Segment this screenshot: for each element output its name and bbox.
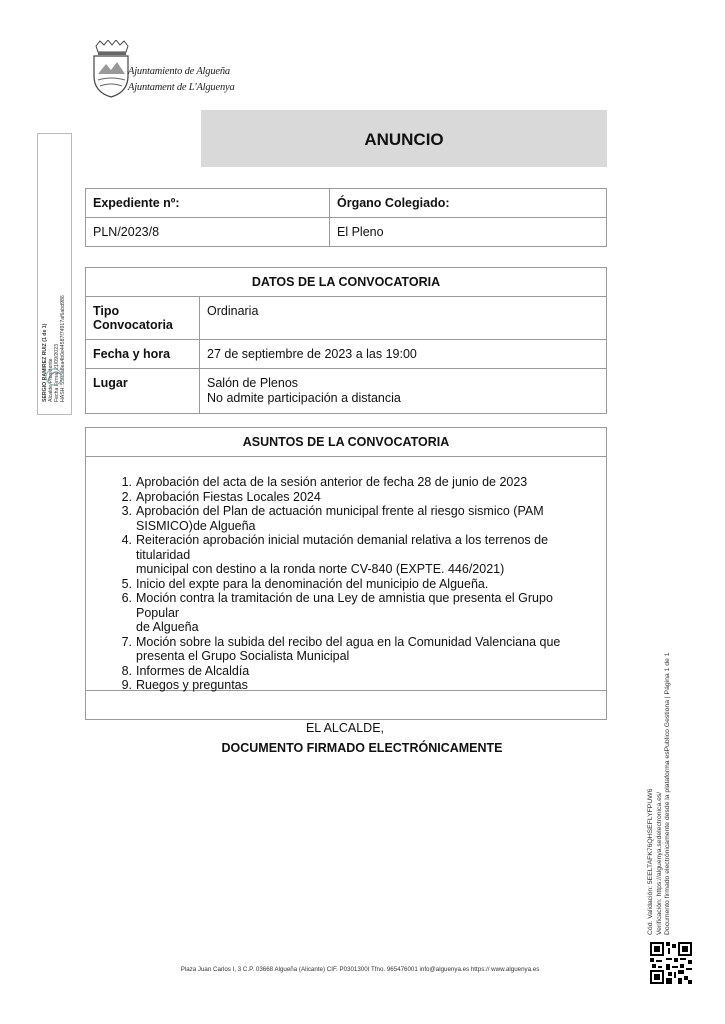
- asuntos-box: [85, 427, 607, 720]
- organo-value: El Pleno: [337, 225, 384, 239]
- verification-url: Verificación: https://alguenya.sedelectronica.es/: [655, 791, 663, 935]
- title-band: [201, 110, 607, 167]
- agenda-item-text: Aprobación del acta de la sesión anterior de fecha 28 de junio de 2023: [136, 475, 528, 489]
- stamp-hash: HASH: 5583a8ea4b0e44587f74917af6abd986: [60, 295, 66, 402]
- agenda-list: [86, 456, 606, 691]
- datos-convocatoria-table: [85, 267, 607, 414]
- agenda-item-number: 6.: [121, 591, 132, 605]
- agenda-item-text: municipal con destino a la ronda norte CV-840 (EXPTE. 446/2021): [136, 562, 505, 576]
- agenda-item-number: 3.: [121, 504, 132, 518]
- agenda-item-text: Inicio del expte para la denominación del municipio de Algueña.: [136, 576, 489, 591]
- agenda-item-text: Reiteración aprobación inicial mutación demanial relativa a los terrenos de titularidad: [136, 533, 549, 562]
- asuntos-header: ASUNTOS DE LA CONVOCATORIA: [86, 428, 606, 457]
- agenda-item-number: 1.: [121, 475, 132, 489]
- agenda-item: [121, 591, 596, 635]
- agenda-item: [121, 576, 596, 592]
- agenda-item: [121, 489, 596, 505]
- verification-text: [647, 625, 673, 935]
- stamp-text: [42, 138, 66, 402]
- agenda-item: [121, 504, 596, 533]
- agenda-item-text: Informes de Alcaldía: [136, 663, 250, 678]
- signed-notice: DOCUMENTO FIRMADO ELECTRÓNICAMENTE: [221, 741, 503, 755]
- fecha-value: 27 de septiembre de 2023 a las 19:00: [207, 347, 417, 361]
- agenda-item-number: 5.: [121, 576, 132, 591]
- agenda-item-text: presenta el Grupo Socialista Municipal: [136, 649, 350, 663]
- signature-stamp: [37, 133, 72, 415]
- tipo-label: Tipo Convocatoria: [93, 304, 173, 332]
- stamp-role: Alcalde-Presidente: [48, 358, 54, 402]
- footer-address: Plaza Juan Carlos I, 3 C.P. 03668 Algueña (Alicante) CIF. P0301300I Tfno. 965476001 info@alguenya.es https:// www.alguenya.es: [180, 966, 540, 973]
- agenda-item-number: 7.: [121, 634, 132, 649]
- agenda-item: [121, 533, 596, 577]
- municipality-name-es: Ajuntamiento de Algueña: [128, 66, 230, 77]
- agenda-item-number: 9.: [121, 678, 132, 692]
- verification-code: Cód. Validación: 5EELTAFK76QHSEFLYFPUW6: [647, 788, 654, 935]
- agenda-item-text: Moción contra la tramitación de una Ley de amnistia que presenta el Grupo Popular: [136, 591, 553, 620]
- agenda-item: [121, 663, 596, 679]
- agenda-item-text: Moción sobre la subida del recibo del agua en la Comunidad Valenciana que: [136, 634, 561, 649]
- expediente-table: [85, 188, 607, 247]
- lugar-label: Lugar: [93, 376, 128, 390]
- agenda-item-number: 8.: [121, 663, 132, 678]
- stamp-signer: SERGIO RAMIREZ RUIZ (1 de 1): [42, 323, 48, 402]
- agenda-item-text: Ruegos y preguntas: [136, 678, 248, 692]
- expediente-value: PLN/2023/8: [93, 225, 160, 239]
- blank-row: [86, 690, 606, 718]
- agenda-item-text: de Algueña: [136, 620, 199, 634]
- alcalde-label: EL ALCALDE,: [305, 721, 385, 735]
- stamp-date: Fecha Firma: 21/09/2023: [54, 344, 60, 402]
- expediente-label: Expediente nº:: [93, 196, 180, 210]
- agenda-item-text: Aprobación del Plan de actuación municipal frente al riesgo sismico (PAM: [136, 504, 544, 518]
- agenda-item: [121, 634, 596, 664]
- agenda-item-number: 2.: [121, 489, 132, 504]
- verification-platform: Documento firmado electrónicamente desde la plataforma esPublico Gestiona | Página 1 de 1: [664, 652, 671, 935]
- fecha-label: Fecha y hora: [93, 347, 171, 361]
- qr-code-icon: [650, 942, 692, 984]
- agenda-item-text: SISMICO)de Algueña: [136, 518, 256, 533]
- agenda-item-number: 4.: [121, 533, 132, 547]
- datos-header: DATOS DE LA CONVOCATORIA: [251, 275, 441, 289]
- lugar-value: Salón de Plenos: [207, 376, 299, 390]
- coat-of-arms-icon: [90, 40, 132, 98]
- page-title: ANUNCIO: [364, 130, 444, 149]
- organo-label: Órgano Colegiado:: [337, 196, 450, 210]
- lugar-note: No admite participación a distancia: [207, 391, 401, 405]
- tipo-value: Ordinaria: [207, 304, 259, 318]
- agenda-item: [121, 475, 596, 490]
- seal-icon: [44, 364, 64, 390]
- municipality-name-va: Ajuntament de L'Alguenya: [128, 82, 235, 93]
- agenda-item-text: Aprobación Fiestas Locales 2024: [136, 489, 321, 504]
